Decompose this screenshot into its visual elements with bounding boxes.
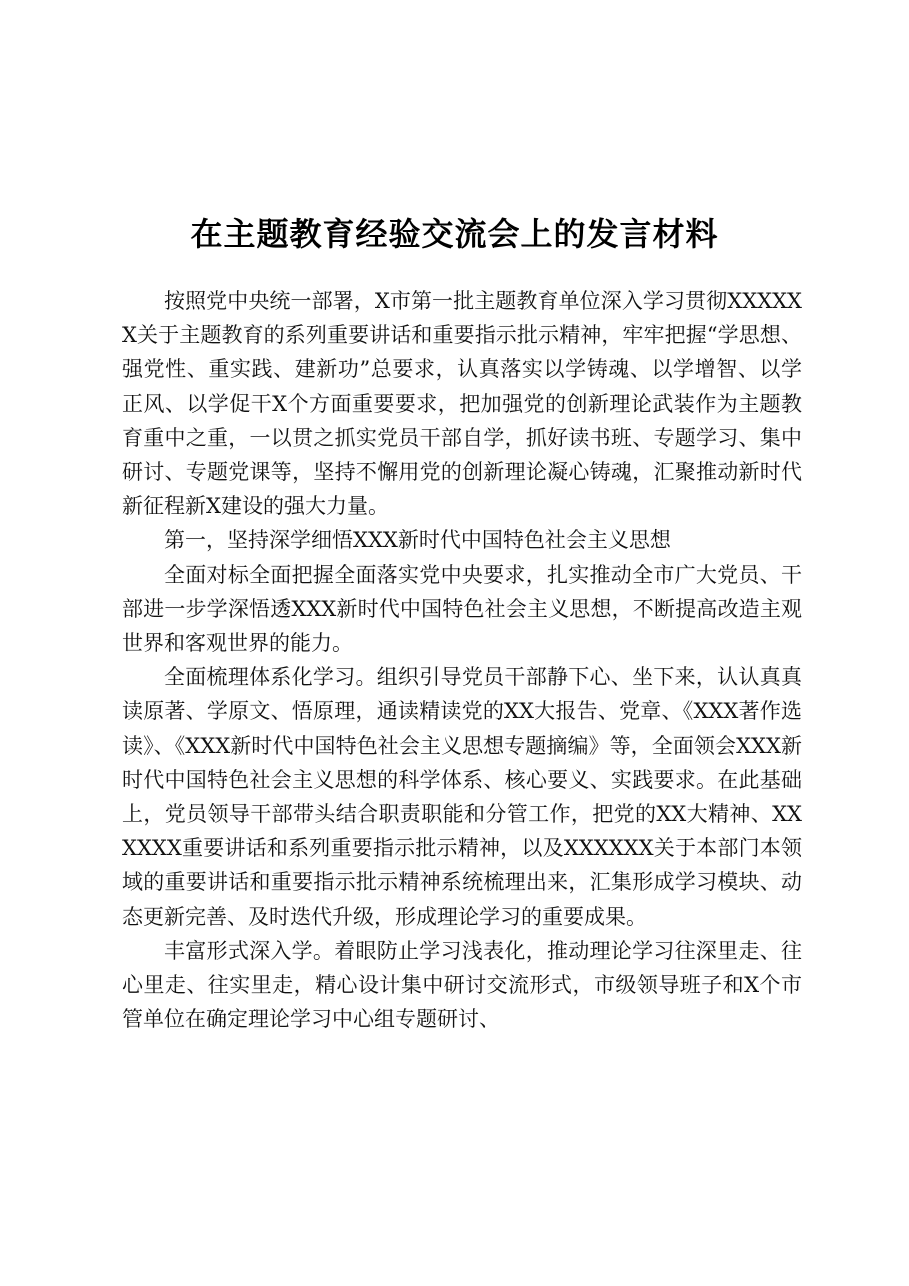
- paragraph-systematic-study: 全面梳理体系化学习。组织引导党员干部静下心、坐下来，认认真真读原著、学原文、悟原理，通读精读党的XX大报告、党章、《XXX著作选读》、《XXX新时代中国特色社会主义思想专题摘编》等，全面领会XXX新时代中国特色社会主义思想的科学体系、核心要义、实践要求。在此基础上，党员领导干部带头结合职责职能和分管工作，把党的XX大精神、XXXXXX重要讲话和系列重要指示批示精神，以及XXXXXX关于本部门本领域的重要讲话和重要指示批示精神系统梳理出来，汇集形成学习模块、动态更新完善、及时迭代升级，形成理论学习的重要成果。: [122, 665, 802, 929]
- paragraph-intro: 按照党中央统一部署，X市第一批主题教育单位深入学习贯彻XXXXXX关于主题教育的系列重要讲话和重要指示批示精神，牢牢把握“学思想、强党性、重实践、建新功”总要求，认真落实以学铸魂、以学增智、以学正风、以学促干X个方面重要要求，把加强党的创新理论武装作为主题教育重中之重，一以贯之抓实党员干部自学，抓好读书班、专题学习、集中研讨、专题党课等，坚持不懈用党的创新理论凝心铸魂，汇聚推动新时代新征程新X建设的强大力量。: [122, 289, 802, 519]
- paragraph-diverse-study: 丰富形式深入学。着眼防止学习浅表化，推动理论学习往深里走、往心里走、往实里走，精心设计集中研讨交流形式，市级领导班子和X个市管单位在确定理论学习中心组专题研讨、: [122, 938, 802, 1032]
- document-body: [122, 284, 802, 1036]
- paragraph-overview: 全面对标全面把握全面落实党中央要求，扎实推动全市广大党员、干部进一步学深悟透XXX新时代中国特色社会主义思想，不断提高改造主观世界和客观世界的能力。: [122, 562, 802, 656]
- document-title: 在主题教育经验交流会上的发言材料: [190, 215, 719, 254]
- section-heading-first: 第一，坚持深学细悟XXX新时代中国特色社会主义思想: [164, 528, 671, 553]
